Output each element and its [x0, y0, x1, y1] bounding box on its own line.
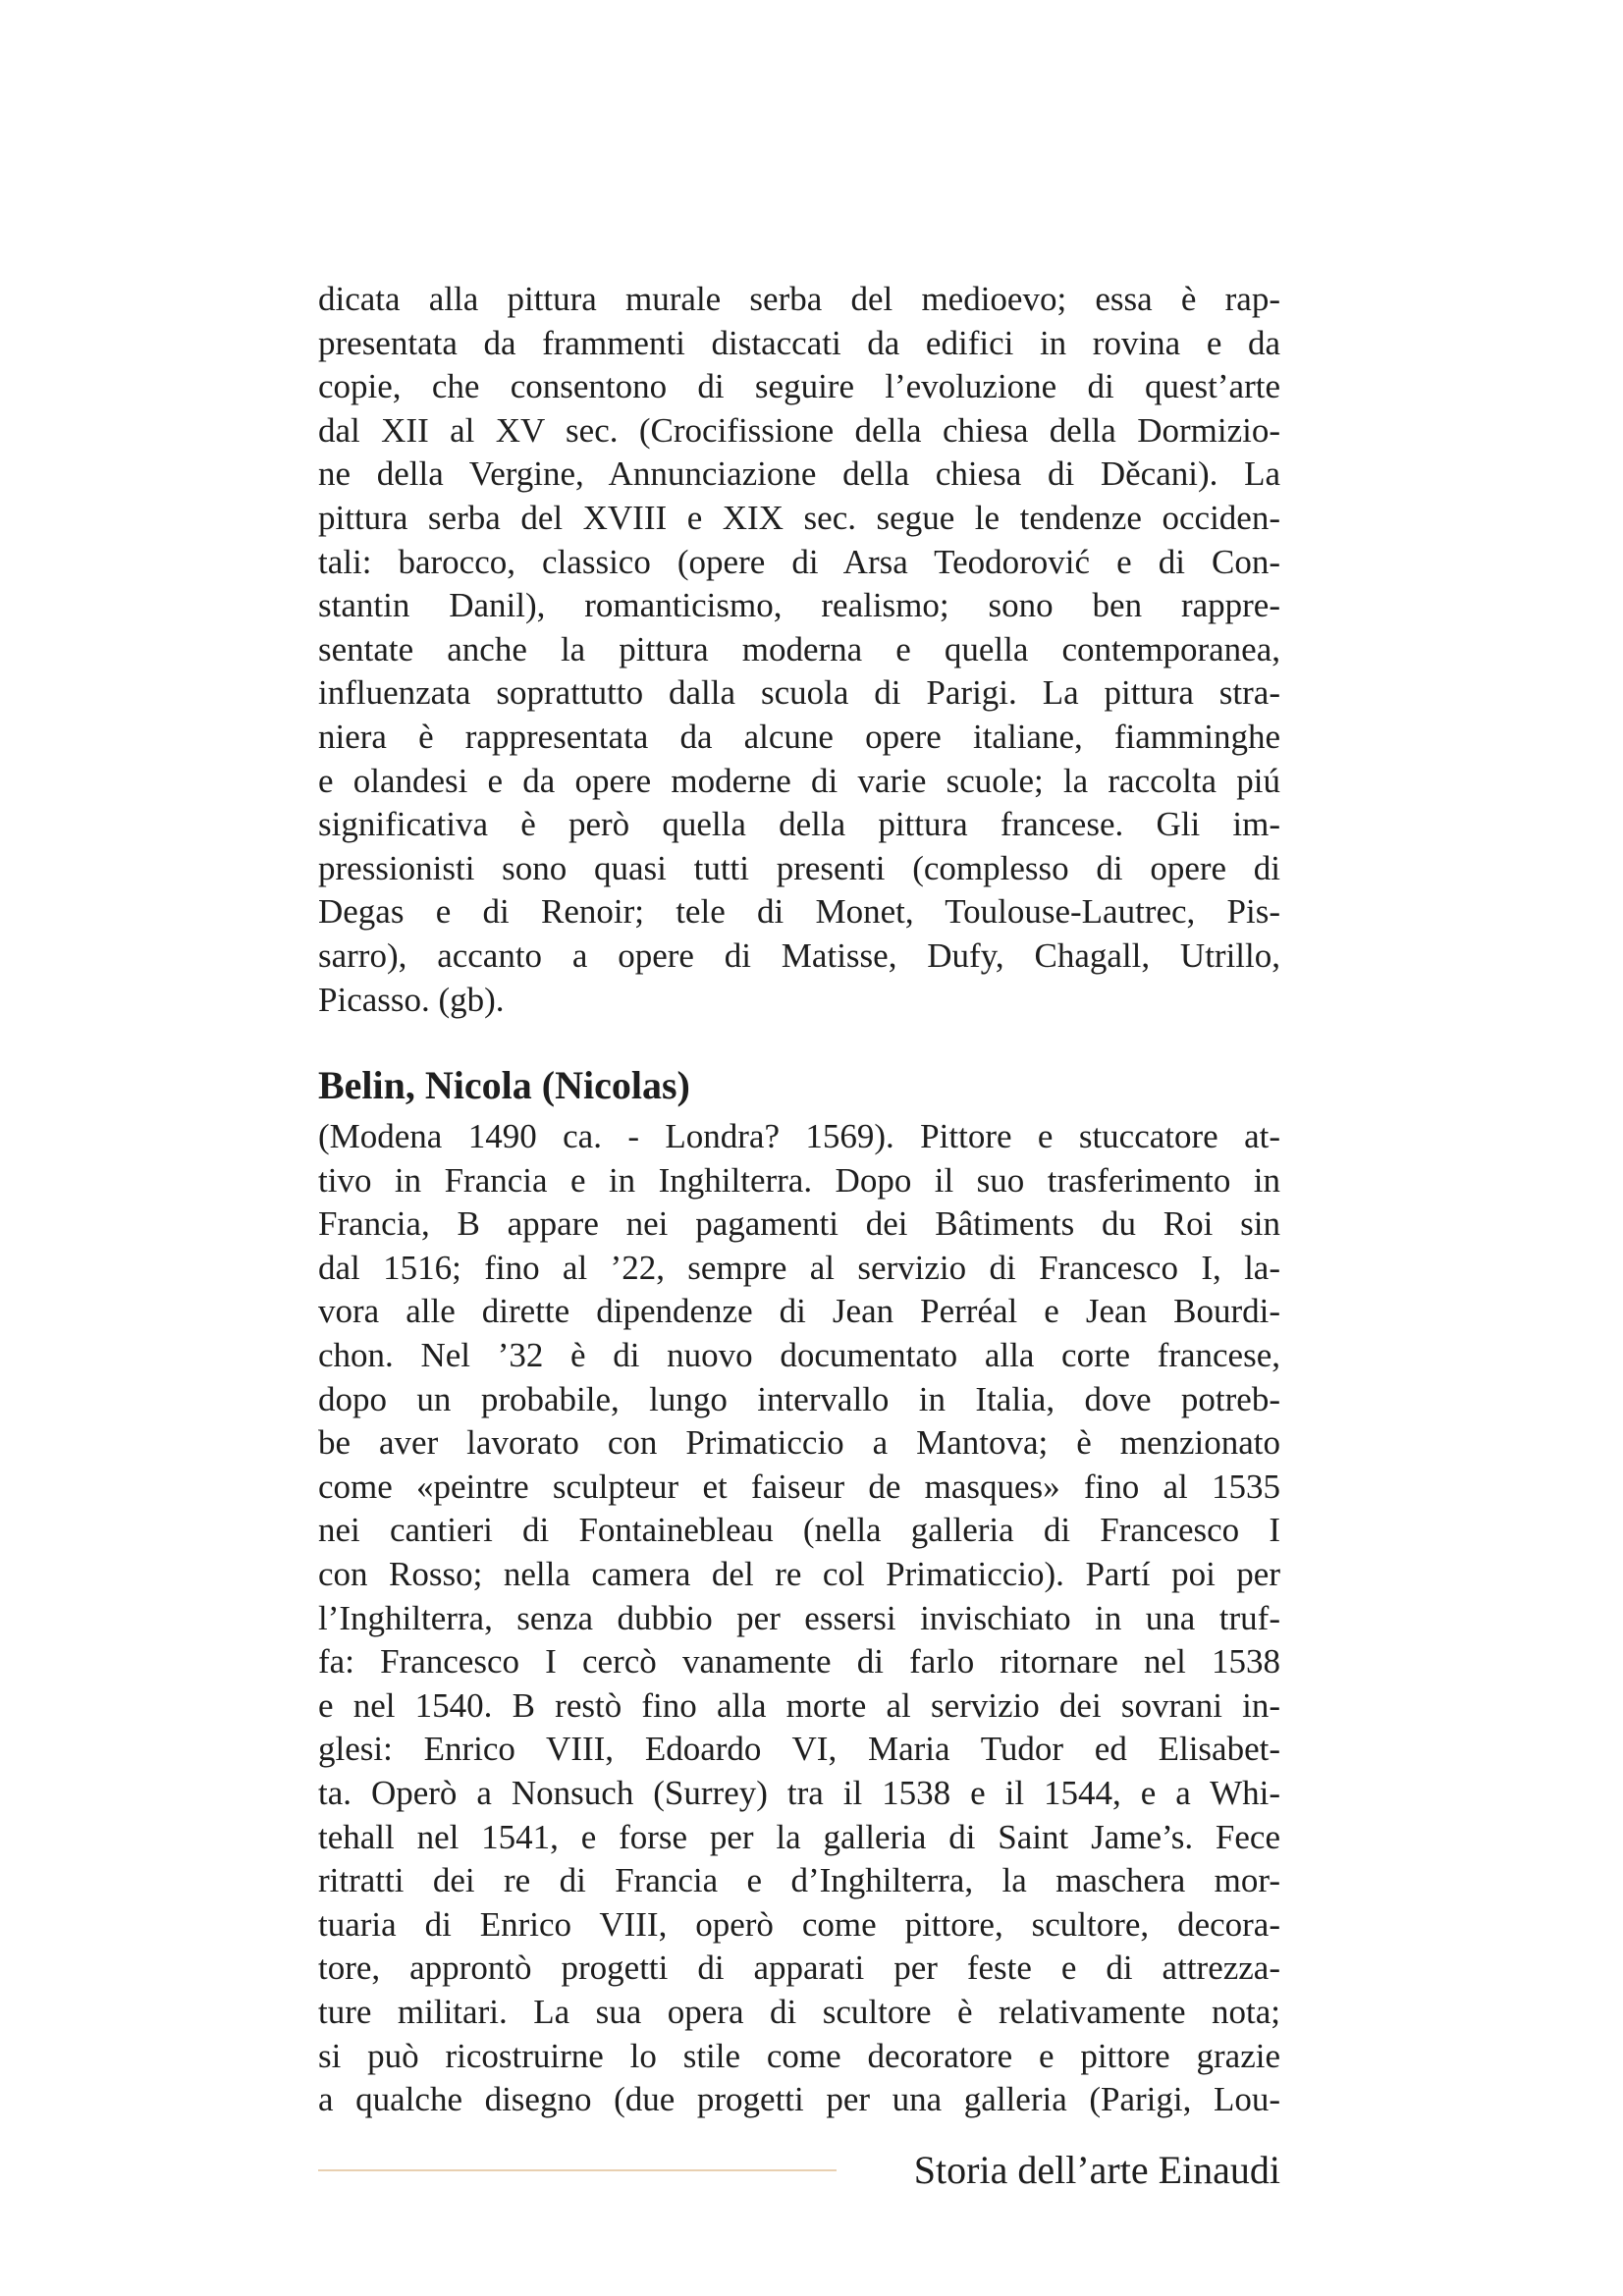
text-line: (Modena 1490 ca. - Londra? 1569). Pittore e stuccatore at- [318, 1117, 1280, 1156]
text-line: sarro), accanto a opere di Matisse, Dufy, Chagall, Utrillo, [318, 935, 1280, 975]
text-line: chon. Nel ’32 è di nuovo documentato alla corte francese, [318, 1336, 1280, 1375]
footer-rule [318, 2169, 837, 2171]
text-line: tehall nel 1541, e forse per la galleria di Saint Jame’s. Fece [318, 1817, 1280, 1856]
text-line: tali: barocco, classico (opere di Arsa Teodorović e di Con- [318, 542, 1280, 581]
text-line: tivo in Francia e in Inghilterra. Dopo il suo trasferimento in [318, 1160, 1280, 1200]
article-continuation [318, 278, 1280, 1022]
text-line: vora alle dirette dipendenze di Jean Perréal e Jean Bourdi- [318, 1292, 1280, 1331]
text-line: be aver lavorato con Primaticcio a Mantova; è menzionato [318, 1423, 1280, 1463]
entry-heading: Belin, Nicola (Nicolas) [318, 1063, 690, 1108]
text-line: e olandesi e da opere moderne di varie scuole; la raccolta piú [318, 761, 1280, 800]
text-line: Degas e di Renoir; tele di Monet, Toulouse-Lautrec, Pis- [318, 892, 1280, 932]
text-line: fa: Francesco I cercò vanamente di farlo ritornare nel 1538 [318, 1642, 1280, 1682]
text-line: con Rosso; nella camera del re col Primaticcio). Partí poi per [318, 1555, 1280, 1594]
text-line: significativa è però quella della pittura francese. Gli im- [318, 805, 1280, 844]
text-line: pittura serba del XVIII e XIX sec. segue le tendenze occiden- [318, 498, 1280, 537]
text-line: a qualche disegno (due progetti per una galleria (Parigi, Lou- [318, 2080, 1280, 2119]
text-line: dicata alla pittura murale serba del medioevo; essa è rap- [318, 280, 1280, 318]
text-line: Picasso. (gb). [318, 980, 505, 1019]
text-line: influenzata soprattutto dalla scuola di Parigi. La pittura stra- [318, 673, 1280, 713]
text-line: glesi: Enrico VIII, Edoardo VI, Maria Tudor ed Elisabet- [318, 1730, 1280, 1769]
text-line: dal XII al XV sec. (Crocifissione della chiesa della Dormizio- [318, 410, 1280, 450]
page-text-column [318, 278, 1280, 2122]
text-line: ta. Operò a Nonsuch (Surrey) tra il 1538 e il 1544, e a Whi- [318, 1774, 1280, 1812]
text-line: dal 1516; fino al ’22, sempre al servizio di Francesco I, la- [318, 1248, 1280, 1287]
footer-title: Storia dell’arte Einaudi [913, 2148, 1280, 2192]
text-line: si può ricostruirne lo stile come decoratore e pittore grazie [318, 2036, 1280, 2075]
text-line: dopo un probabile, lungo intervallo in Italia, dove potreb- [318, 1379, 1280, 1418]
text-line: Francia, B appare nei pagamenti dei Bâtiments du Roi sin [318, 1204, 1280, 1244]
text-line: come «peintre sculpteur et faiseur de masques» fino al 1535 [318, 1467, 1280, 1506]
text-line: copie, che consentono di seguire l’evoluzione di quest’arte [318, 367, 1280, 406]
entry-body [318, 1115, 1280, 2122]
text-line: ne della Vergine, Annunciazione della chiesa di Děcani). La [318, 454, 1280, 494]
text-line: stantin Danil), romanticismo, realismo; sono ben rappre- [318, 586, 1280, 625]
text-line: e nel 1540. B restò fino alla morte al servizio dei sovrani in- [318, 1685, 1280, 1725]
text-line: nei cantieri di Fontainebleau (nella galleria di Francesco I [318, 1511, 1280, 1550]
text-line: ritratti dei re di Francia e d’Inghilterra, la maschera mor- [318, 1861, 1280, 1900]
text-line: ture militari. La sua opera di scultore è relativamente nota; [318, 1992, 1280, 2031]
text-line: pressionisti sono quasi tutti presenti (complesso di opere di [318, 848, 1280, 887]
text-line: sentate anche la pittura moderna e quella contemporanea, [318, 629, 1280, 668]
text-line: l’Inghilterra, senza dubbio per essersi invischiato in una truf- [318, 1598, 1280, 1637]
text-line: tuaria di Enrico VIII, operò come pittore, scultore, decora- [318, 1904, 1280, 1944]
text-line: niera è rappresentata da alcune opere italiane, fiamminghe [318, 717, 1280, 756]
text-line: presentata da frammenti distaccati da edifici in rovina e da [318, 323, 1280, 362]
text-line: tore, approntò progetti di apparati per feste e di attrezza- [318, 1949, 1280, 1988]
